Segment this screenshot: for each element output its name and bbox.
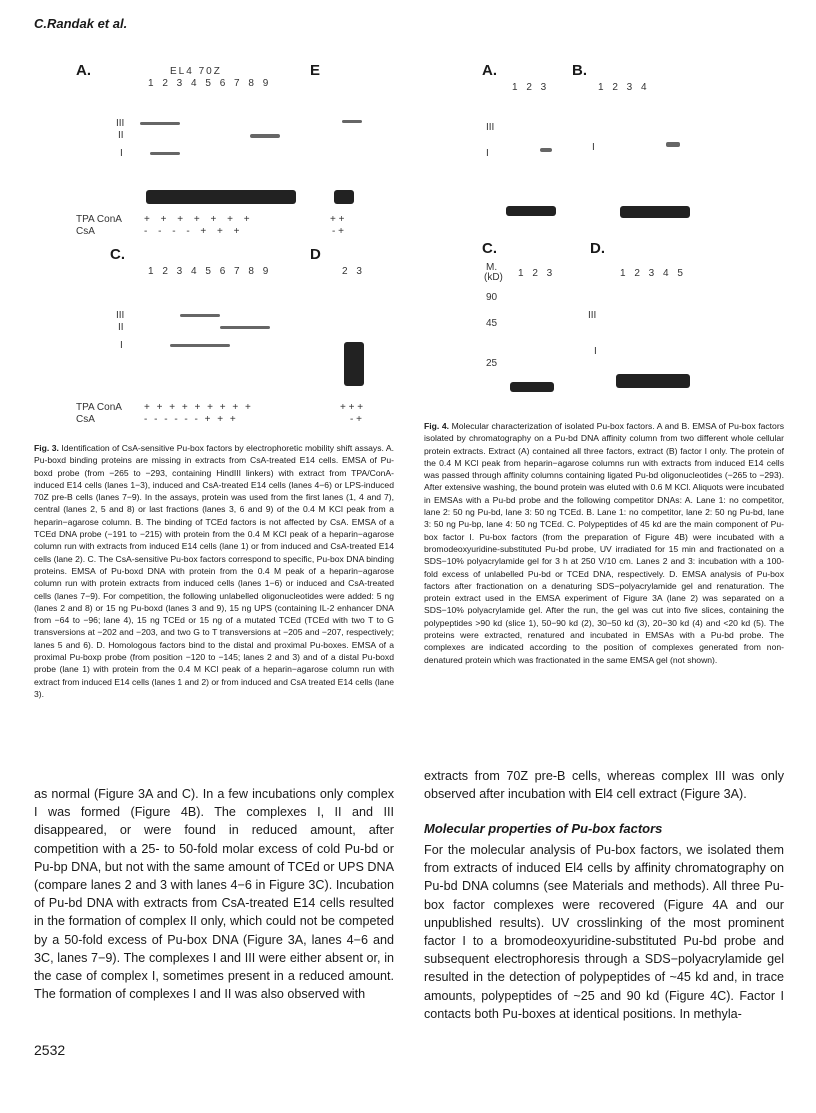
fig4-caption-label: Fig. 4. (424, 421, 450, 431)
gel-band (150, 152, 180, 155)
fig3-a-lanes: 1 2 3 4 5 6 7 8 9 (148, 78, 272, 89)
fig3-caption-label: Fig. 3. (34, 443, 59, 453)
fig3-csa-label: CsA (76, 226, 95, 237)
gel-band (344, 342, 364, 386)
fig4-panel-b-letter: B. (572, 62, 587, 79)
fig4-c-mw-unit: (kD) (484, 272, 503, 283)
gel-band (620, 206, 690, 218)
gel-band (170, 344, 230, 347)
fig3-a-complex-ii: II (118, 130, 124, 141)
page-number: 2532 (34, 1042, 66, 1058)
fig3-c-complex-ii: II (118, 322, 124, 333)
fig4-panel-d-letter: D. (590, 240, 605, 257)
fig4-a-lanes: 1 2 3 (512, 82, 550, 93)
gel-band (220, 326, 270, 329)
fig4-panel-c-letter: C. (482, 240, 497, 257)
gel-band (616, 374, 690, 388)
fig4-b-mark-i: I (592, 142, 595, 153)
gel-band-free-probe (146, 190, 296, 204)
fig4-panel-a-letter: A. (482, 62, 497, 79)
gel-band (666, 142, 680, 147)
fig3-c-complex-iii: III (116, 310, 125, 321)
gel-band (540, 148, 552, 152)
fig3-panel-e-letter: E (310, 62, 321, 79)
fig3-csa-signs-2: - - - - - - + + + (144, 414, 238, 425)
right-body-text: For the molecular analysis of Pu-box factors, we isolated them from extracts of induced El4 cells by affinity chromatography on Pu-bd DNA columns (see Materials and methods). All three Pu-box factor complexes were recovered (Figure 4A and our unpublished results). UV crosslinking of the most prominent factor I to a bromodeoxyuridine-substituted Pu-bd probe and subsequent electrophoresis through a SDS−polyacrylamide gel resulted in the detection of polypeptides of ~45 kd and, in trace amounts, polypeptides of ~25 and 90 kd (Figure 4C). Factor I contacts both Pu-boxes at identical positions. In methyla- (424, 843, 784, 1021)
figure-3 (70, 56, 370, 426)
gel-band (140, 122, 180, 125)
fig3-e-tpa-signs: + + (330, 214, 345, 225)
gel-band (250, 134, 280, 138)
fig4-c-mw-90: 90 (486, 292, 498, 303)
fig3-d-tpa-signs: + + + (340, 402, 364, 413)
fig3-cell-labels: EL4 70Z (170, 66, 222, 77)
fig3-a-complex-iii: III (116, 118, 125, 129)
fig3-d-lanes: 2 3 (342, 266, 365, 277)
fig3-csa-label-2: CsA (76, 414, 95, 425)
running-head: C.Randak et al. (34, 16, 128, 31)
fig4-caption-text: Molecular characterization of isolated Pu-box factors. A and B. EMSA of Pu-box factors isolated by chromatography on a Pu-bd DNA affinity column from two different whole cellular protein extracts. Extract (A) contained all three factors, extract (B) factor I only. The protein of the 0.4 M KCl peak from heparin−agarose columns run with extracts from induced E14 cells was passed through affinity columns containing ligated Pu-bd oligonucleotides (−265 to −293). After extensive washing, the bound protein was eluted with 0.6 M KCl. Aliquots were incubated in EMSAs with a Pu-bd probe and the following competitor DNAs: A. Lane 1: no competitor, lane 2: 50 ng Pu-bd, lane 3: 50 ng TCEd. B. Lane 1: no competitor, lane 2: 50 ng Pu-bd, lane 3: 50 ng Pu-bp, lane 4: 50 ng TCEd. C. Polypeptides of 45 kd are the main component of Pu-box factor I. Pu-box factors (from the preparation of Figure 4B) were incubated with a bromodeoxyuridine-substituted Pu-bd probe, UV irradiated for 15 min and fractionated on a SDS−10% polyacrylamide gel for 3 h at 250 V/10 cm. Lanes 2 and 3: incubation with a 100-fold excess of unlabelled Pu-bd or TCEd DNA, respectively. D. EMSA analysis of Pu-box factors after fractionation on a denaturing SDS−polyacrylamide gel and renaturation. The protein extract used in the EMSA experiment of Figure 3A (lane 2) was separated on a SDS−10% polyacrylamide gel. After the run, the gel was cut into five slices, containing the polypeptides >90 kd (slice 1), 50−90 kd (2), 30−50 kd (3), 20−30 kd (4) and <20 kd (5). The proteins were extracted, renatured and incubated in EMSAs with a Pu-bd probe. The complexes are indicated according to the position of complexes generated from non-denatured protein which was fractionated in the same EMSA gel (not shown). (424, 421, 784, 665)
fig4-c-mw-title: M. (486, 262, 498, 273)
fig3-c-complex-i: I (120, 340, 123, 351)
fig3-csa-signs: - - - - + + + (144, 226, 244, 237)
gel-band (334, 190, 354, 204)
figure-4 (470, 56, 710, 396)
fig4-a-mark-i: I (486, 148, 489, 159)
fig3-a-complex-i: I (120, 148, 123, 159)
fig4-c-lanes: 1 2 3 (518, 268, 556, 279)
fig3-panel-c-letter: C. (110, 246, 125, 263)
fig3-caption-text: Identification of CsA-sensitive Pu-box factors by electrophoretic mobility shift assays. A. Pu-boxd binding proteins are missing in extracts from CsA-treated E14 cells. EMSA of Pu-boxd probe (from −265 to −293, containing HindIII linkers) with extract from TPA/ConA-induced E14 cells (lanes 1−3), induced and CsA-treated E14 cells (lanes 4−6) or LPS-induced 70Z pre-B cells (lanes 7−9). In the assays, protein was used from the first lanes (1, 4 and 7), central (lanes 2, 5 and 8) or last fractions (lanes 3, 6 and 9) of the 0.4 M KCl peak from a heparin−agarose column. B. The binding of TCEd factors is not affected by CsA. EMSA of a TCEd DNA probe (−191 to −215) with protein from the 0.4 M KCl peak of a heparin−agarose column run with extracts from induced E14 cells (lane 1) or from induced and CsA-treated E14 cells (lane 2). C. The CsA-sensitive Pu-box factors correspond to specific, Pu-box DNA binding proteins. EMSA of Pu-boxd DNA with protein from the 0.4 M peak of a heparin−agarose column run with protein extracts from induced cells (lanes 1−6) or induced and CsA-treated cells (lanes 7−9). For competition, the following unlabelled oligonucleotides were added: 5 ng (lanes 2 and 8) or 15 ng Pu-boxd (lanes 3 and 9), 15 ng UPS (containing IL-2 enhancer DNA from −64 to −96; lane 4), 15 ng TCEd or 15 ng of a mutated TCEd (TCEd with two T to G transversions at −202 and −203, and two G to T transversions at −205 and −207, respectively; lanes 5 and 6). D. Homologous factors bind to the distal and proximal Pu-boxes. EMSA of a proximal Pu-boxp probe (from position −120 to −145; lanes 2 and 3) and of a distal Pu-boxd probe (lane 1) with protein from the 0.4 M KCl peak of a heparin−agarose column run with extract from induced E14 cells (lanes 1 and 2) or from induced and CsA treated E14 cells (lane 3). (34, 443, 394, 699)
fig3-tpa-signs: + + + + + + + (144, 214, 254, 225)
gel-band (180, 314, 220, 317)
fig4-d-mark-iii: III (588, 310, 597, 321)
fig3-panel-a-letter: A. (76, 62, 91, 79)
fig4-c-mw-45: 45 (486, 318, 498, 329)
section-heading: Molecular properties of Pu-box factors (424, 821, 663, 836)
right-body-top: extracts from 70Z pre-B cells, whereas complex III was only observed after incubation with El4 cell extract (Figure 3A). (424, 769, 784, 802)
fig3-caption (34, 442, 394, 700)
left-body-text: as normal (Figure 3A and C). In a few incubations only complex I was formed (Figure 4B). The complexes I, II and III disappeared, or were found in reduced amount, after competition with a 25- to 50-fold molar excess of cold Pu-bd or Pu-bp DNA, but not with the same amount of TCEd or UPS DNA (compare lanes 2 and 3 with lanes 4−6 in Figure 3C). Incubation of Pu-bd DNA with extracts from CsA-treated E14 cells resulted in the formation of complex II only, which could not be competed by a 50-fold excess of Pu-box DNA (Figure 3A, lanes 4−6 and 3C, lanes 7−9). The complexes I and III were either absent or, in the case of complex I, sometimes present in a reduced amount. The formation of complexes I and II was also observed with (34, 787, 394, 1002)
gel-band (342, 120, 362, 123)
fig3-tpa-label: TPA ConA (76, 214, 122, 225)
fig3-panel-d-letter: D (310, 246, 321, 263)
fig4-caption (424, 420, 784, 666)
fig3-tpa-signs-2: + + + + + + + + + (144, 402, 253, 413)
fig4-a-mark-iii: III (486, 122, 495, 133)
fig4-c-mw-25: 25 (486, 358, 498, 369)
fig4-d-lanes: 1 2 3 4 5 (620, 268, 686, 279)
gel-band (506, 206, 556, 216)
fig3-c-lanes: 1 2 3 4 5 6 7 8 9 (148, 266, 272, 277)
gel-band (510, 382, 554, 392)
fig3-d-csa-signs: - + (350, 414, 362, 425)
fig4-b-lanes: 1 2 3 4 (598, 82, 650, 93)
fig3-e-csa-signs: - + (332, 226, 344, 237)
fig3-tpa-label-2: TPA ConA (76, 402, 122, 413)
fig4-d-mark-i: I (594, 346, 597, 357)
